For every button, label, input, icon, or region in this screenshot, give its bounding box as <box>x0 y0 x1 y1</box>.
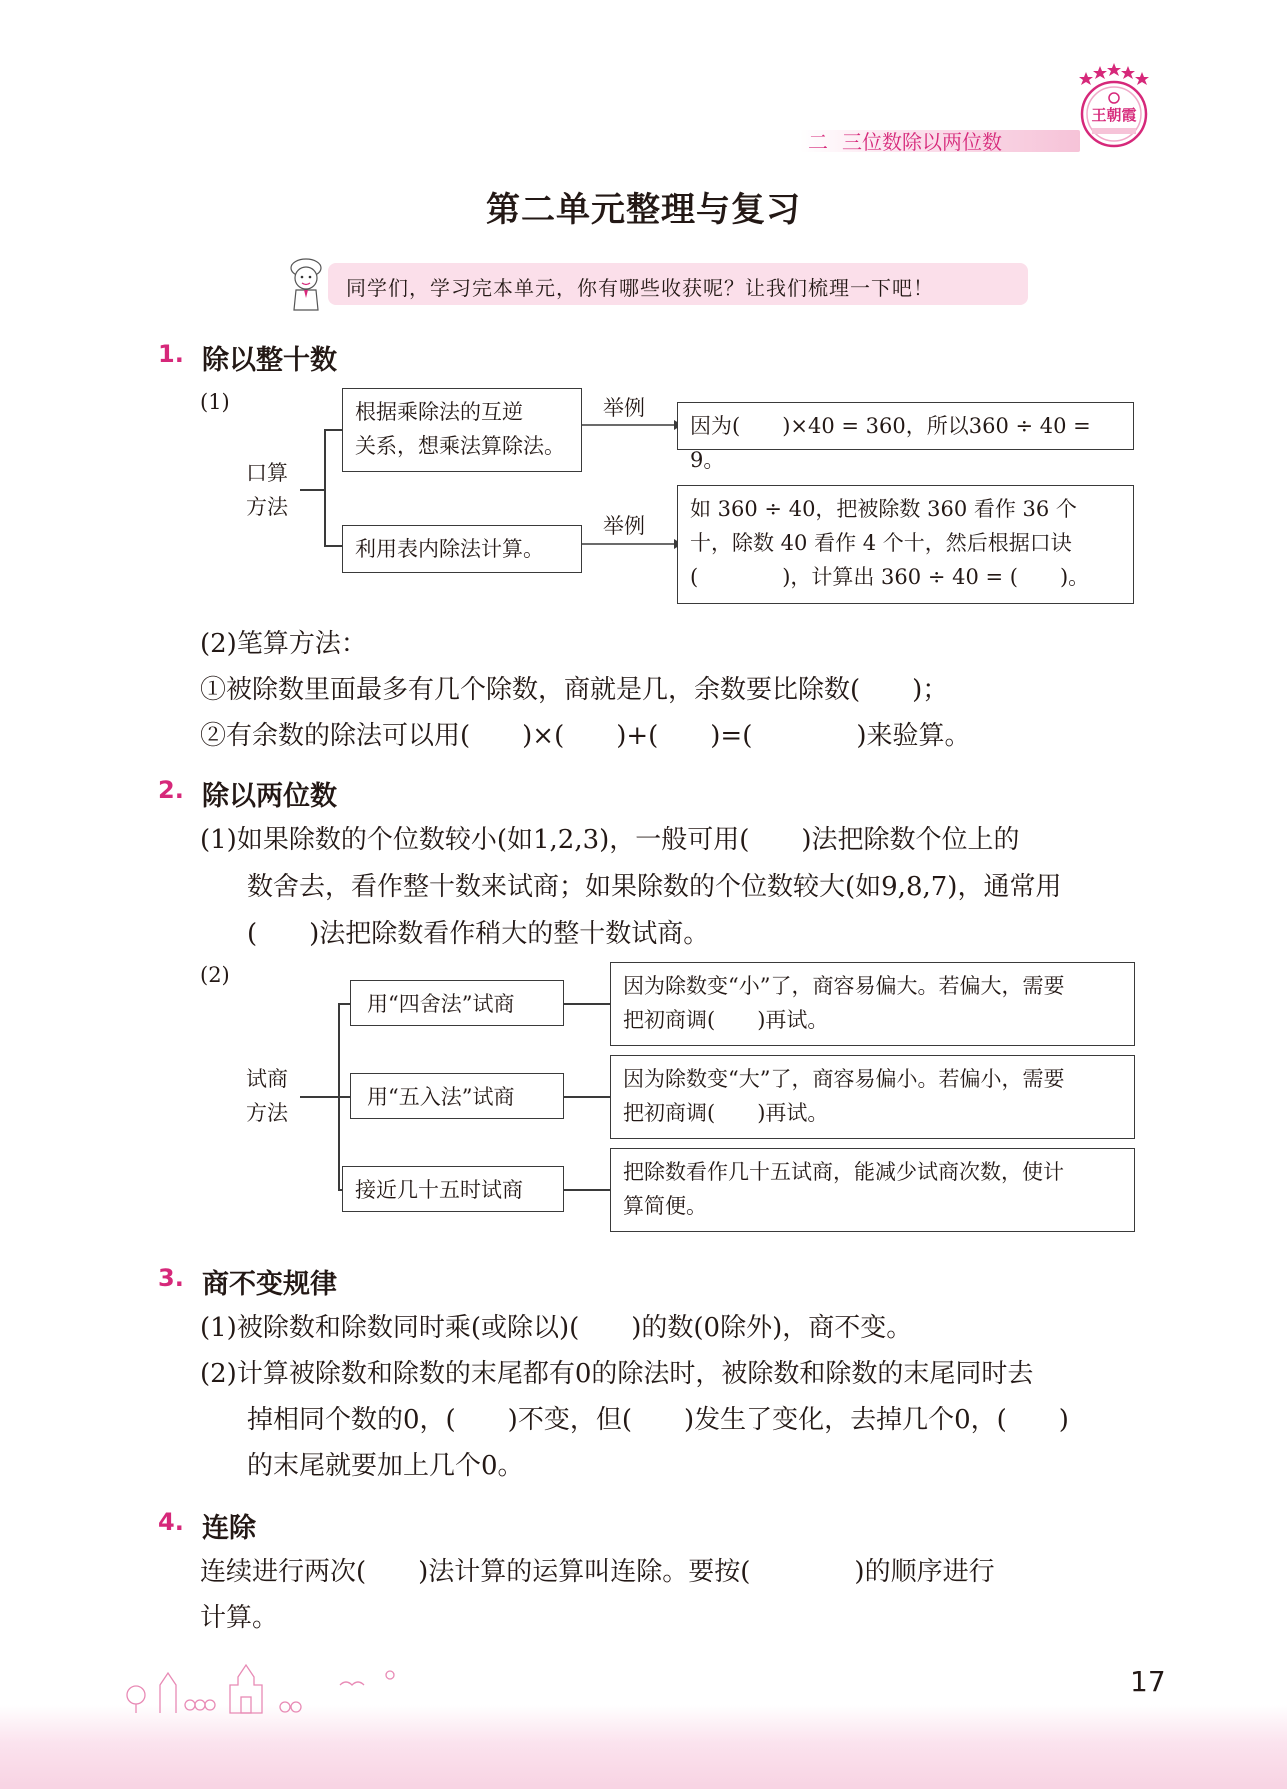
connector-line <box>564 1003 610 1005</box>
result-2-line1: 因为除数变“大”了，商容易偏小。若偏小，需要 <box>623 1067 1065 1091</box>
connector-line <box>324 429 326 545</box>
example-2-line1: 如 360 ÷ 40，把被除数 360 看作 36 个 <box>690 497 1077 521</box>
s2-p1-line2: 数舍去，看作整十数来试商；如果除数的个位数较大(如9,8,7)，通常用 <box>247 872 1062 902</box>
s1-part1-label: (1) <box>200 390 230 414</box>
s3-line-2c: 的末尾就要加上几个0。 <box>247 1451 524 1481</box>
connector-line <box>324 429 342 431</box>
s1-line-2: ②有余数的除法可以用( )×( )+( )=( )来验算。 <box>200 721 971 751</box>
section-2-number: 2. <box>158 776 184 804</box>
s3-line-1: (1)被除数和除数同时乘(或除以)( )的数(0除外)，商不变。 <box>200 1313 913 1343</box>
example-label: 举例 <box>603 396 645 420</box>
s3-line-2a: (2)计算被除数和除数的末尾都有0的除法时，被除数和除数的末尾同时去 <box>200 1359 1034 1389</box>
s1-example-box-2 <box>677 485 1134 604</box>
s1-line-1: ①被除数里面最多有几个除数，商就是几，余数要比除数( )； <box>200 675 949 705</box>
method-label-line2: 方法 <box>246 1101 288 1125</box>
example-2-line2: 十，除数 40 看作 4 个十，然后根据口诀 <box>690 531 1072 555</box>
s2-method-box-3 <box>342 1166 564 1212</box>
s2-method-box-1 <box>350 980 564 1026</box>
s2-method-label <box>246 1062 288 1130</box>
section-1-title: 除以整十数 <box>202 345 337 376</box>
castle-decoration-icon <box>120 1655 420 1715</box>
result-3-line2: 算简便。 <box>623 1194 707 1218</box>
connector-line <box>324 545 342 547</box>
method-1-line1: 根据乘除法的互逆 <box>355 400 523 424</box>
method-2-text: 利用表内除法计算。 <box>355 537 544 561</box>
arrow-icon <box>582 537 682 551</box>
result-3-line1: 把除数看作几十五试商，能减少试商次数，使计 <box>623 1160 1064 1184</box>
example-label: 举例 <box>603 514 645 538</box>
connector-line <box>300 489 324 491</box>
footer-band <box>0 1705 1287 1789</box>
chapter-label <box>808 126 1002 155</box>
s4-line-1: 连续进行两次( )法计算的运算叫连除。要按( )的顺序进行 <box>200 1557 995 1587</box>
connector-line <box>300 1096 338 1098</box>
method-label-line1: 试商 <box>246 1067 288 1091</box>
method-2-text: 用“五入法”试商 <box>367 1085 515 1109</box>
s2-result-box-3 <box>610 1148 1135 1232</box>
section-3-title: 商不变规律 <box>202 1269 337 1300</box>
example-2-line3: ( )，计算出 360 ÷ 40 = ( )。 <box>690 565 1090 589</box>
method-1-line2: 关系，想乘法算除法。 <box>355 434 565 458</box>
s1-part2-heading: (2)笔算方法： <box>200 629 367 659</box>
result-1-line2: 把初商调( )再试。 <box>623 1008 829 1032</box>
section-4-title: 连除 <box>202 1513 256 1544</box>
s2-result-box-2 <box>610 1055 1135 1139</box>
connector-line <box>564 1096 610 1098</box>
section-4-number: 4. <box>158 1508 184 1536</box>
connector-line <box>338 1096 350 1098</box>
method-3-text: 接近几十五时试商 <box>355 1178 523 1202</box>
tip-text: 同学们，学习完本单元，你有哪些收获呢？让我们梳理一下吧！ <box>346 276 934 300</box>
method-1-text: 用“四舍法”试商 <box>367 992 515 1016</box>
s1-method-box-2 <box>342 525 582 573</box>
student-cartoon-icon <box>282 254 330 318</box>
section-3-number: 3. <box>158 1264 184 1292</box>
s1-method-box-1 <box>342 388 582 472</box>
publisher-logo <box>1074 58 1154 154</box>
s1-example-box-1 <box>677 402 1134 472</box>
s2-part2-label: (2) <box>200 963 230 987</box>
s4-line-2: 计算。 <box>200 1603 279 1633</box>
s2-p1-line1: (1)如果除数的个位数较小(如1,2,3)，一般可用( )法把除数个位上的 <box>200 825 1020 855</box>
method-label-line2: 方法 <box>246 495 288 519</box>
section-2-title: 除以两位数 <box>202 781 337 812</box>
result-1-line1: 因为除数变“小”了，商容易偏大。若偏大，需要 <box>623 974 1065 998</box>
s2-p1-line3: ( )法把除数看作稍大的整十数试商。 <box>247 919 710 949</box>
chapter-number: 二 <box>808 130 828 154</box>
s2-result-box-1 <box>610 962 1135 1046</box>
s1-method-label <box>246 456 288 524</box>
arrow-icon <box>582 418 682 432</box>
page-title: 第二单元整理与复习 <box>486 190 801 230</box>
result-2-line2: 把初商调( )再试。 <box>623 1101 829 1125</box>
section-1-number: 1. <box>158 340 184 368</box>
s3-line-2b: 掉相同个数的0，( )不变，但( )发生了变化，去掉几个0，( ) <box>247 1405 1069 1435</box>
logo-text: 王朝霞 <box>1091 106 1137 124</box>
chapter-title: 三位数除以两位数 <box>842 130 1002 154</box>
s2-method-box-2 <box>350 1073 564 1119</box>
example-1-text: 因为( )×40 = 360，所以360 ÷ 40 = 9。 <box>690 414 1091 472</box>
connector-line <box>564 1189 610 1191</box>
page-number: 17 <box>1130 1665 1166 1698</box>
method-label-line1: 口算 <box>246 461 288 485</box>
connector-line <box>338 1003 350 1005</box>
